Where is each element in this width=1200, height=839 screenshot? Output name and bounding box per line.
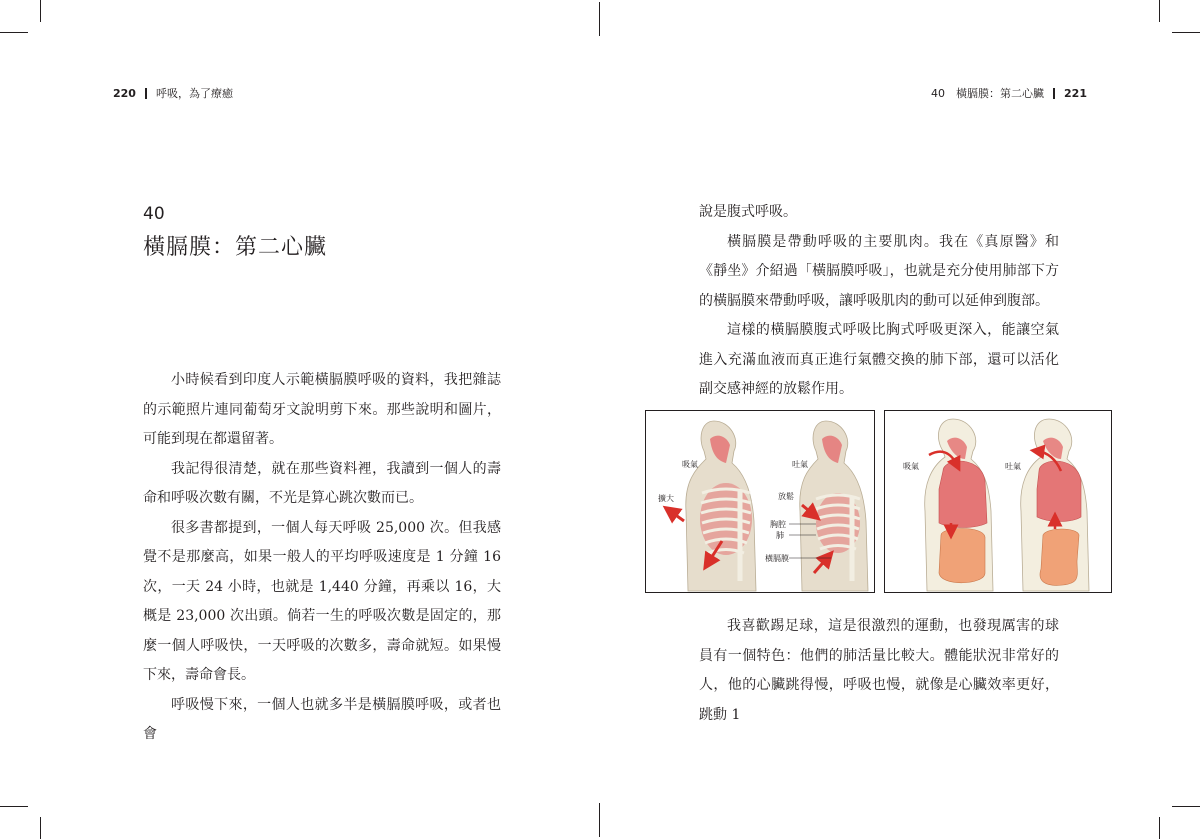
paragraph: 橫膈膜是帶動呼吸的主要肌肉。我在《真原醫》和《靜坐》介紹過「橫膈膜呼吸」，也就是充分使用肺部下方的橫膈膜來帶動呼吸，讓呼吸肌肉的動可以延伸到腹部。 (699, 233, 1059, 309)
paragraph: 呼吸慢下來，一個人也就多半是橫膈膜呼吸，或者也會 (143, 696, 501, 742)
paragraph: 我喜歡踢足球，這是很激烈的運動，也發現厲害的球員有一個特色：他們的肺活量比較大。體能狀況非常好的人，他的心臟跳得慢，呼吸也慢，就像是心臟效率更好，跳動 1 (699, 618, 1059, 723)
label-diaphragm: 橫膈膜 (765, 554, 789, 563)
right-running-header (931, 85, 1087, 101)
label-inhale: 吸氣 (903, 462, 919, 471)
label-lung: 肺 (776, 531, 784, 540)
crop-mark (1159, 817, 1160, 839)
crop-mark (0, 32, 28, 33)
crop-mark (1159, 0, 1160, 22)
header-divider (1053, 88, 1055, 99)
label-chest-cavity: 胸腔 (770, 520, 786, 529)
paragraph: 我記得很清楚，就在那些資料裡，我讀到一個人的壽命和呼吸次數有關，不光是算心跳次數而已。 (143, 460, 501, 506)
crop-mark (1172, 32, 1200, 33)
figure-chest-breathing (645, 410, 875, 593)
abdomen-left (939, 529, 985, 583)
figure-abdominal-breathing (884, 410, 1112, 593)
paragraph: 很多書都提到，一個人每天呼吸 25,000 次。但我感覺不是那麼高，如果一般人的平均呼吸速度是 1 分鐘 16 次，一天 24 小時，也就是 1,440 分鐘，再乘以 16，大概是 23,000 次出頭。倘若一生的呼吸次數是固定的，那麼一個人呼吸快，一天呼吸的次數多，壽命就短。如果慢下來，壽命會長。 (143, 519, 501, 683)
label-relax: 放鬆 (778, 492, 794, 501)
crop-mark (0, 806, 28, 807)
crop-mark (599, 2, 600, 36)
right-body-text-bottom (699, 612, 1059, 730)
book-title: 呼吸，為了療癒 (155, 87, 233, 100)
right-body-text-top (699, 198, 1059, 405)
header-divider (145, 88, 147, 99)
crop-mark (1172, 806, 1200, 807)
label-exhale: 吐氣 (792, 460, 808, 469)
crop-mark (40, 0, 41, 22)
abdomen-right (1040, 529, 1079, 585)
chapter-label: 40 橫膈膜：第二心臟 (931, 87, 1045, 100)
paragraph: 這樣的橫膈膜腹式呼吸比胸式呼吸更深入，能讓空氣進入充滿血液而真正進行氣體交換的肺下部，還可以活化副交感神經的放鬆作用。 (699, 322, 1059, 397)
chapter-number: 40 (143, 204, 165, 224)
paragraph: 小時候看到印度人示範橫膈膜呼吸的資料，我把雜誌的示範照片連同葡萄牙文說明剪下來。那些說明和圖片，可能到現在都還留著。 (143, 372, 501, 447)
chest-illustration (646, 411, 874, 592)
lung-left (939, 461, 987, 528)
chapter-title: 橫膈膜：第二心臟 (143, 235, 328, 260)
abdomen-illustration (885, 411, 1111, 592)
left-body-text (143, 366, 501, 750)
label-exhale: 吐氣 (1005, 462, 1021, 471)
label-inhale: 吸氣 (682, 460, 698, 469)
page-number: 220 (113, 86, 136, 100)
paragraph: 說是腹式呼吸。 (699, 204, 797, 220)
page-number: 221 (1064, 86, 1087, 100)
lung-right (1037, 461, 1081, 522)
label-expand: 擴大 (658, 494, 674, 503)
left-running-header (113, 85, 233, 101)
crop-mark (599, 803, 600, 837)
crop-mark (40, 817, 41, 839)
